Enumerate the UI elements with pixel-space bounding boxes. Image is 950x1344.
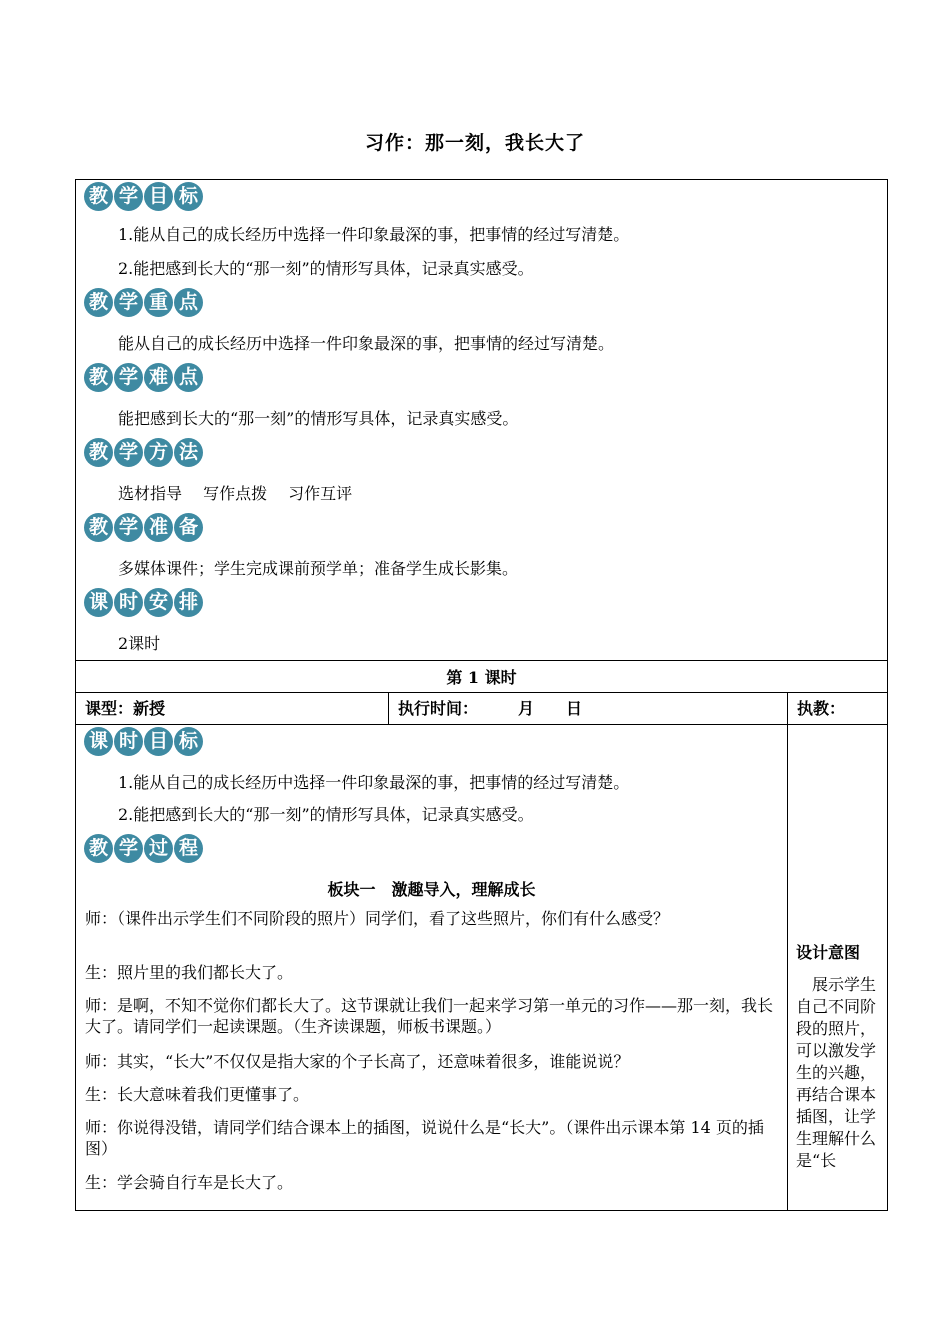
- badge-schedule: [84, 588, 203, 617]
- badge-char: 法: [174, 438, 203, 467]
- lesson-type: 课型：新授: [85, 699, 166, 718]
- lesson-teacher: 执教：: [797, 699, 846, 718]
- badge-char: 点: [174, 288, 203, 317]
- badge-char: 教: [84, 513, 113, 542]
- key-point-text: 能从自己的成长经历中选择一件印象最深的事，把事情的经过写清楚。: [118, 334, 615, 353]
- dialogue-line: 师：（课件出示学生们不同阶段的照片）同学们，看了这些照片，你们有什么感受？: [85, 909, 670, 928]
- badge-char: 课: [84, 588, 113, 617]
- page-title: 习作：那一刻，我长大了: [364, 132, 585, 154]
- badge-char: 教: [84, 363, 113, 392]
- badge-char: 过: [144, 834, 173, 863]
- difficulty-text: 能把感到长大的“那一刻”的情形写具体，记录真实感受。: [118, 409, 519, 428]
- badge-char: 排: [174, 588, 203, 617]
- badge-char: 难: [144, 363, 173, 392]
- row-divider: [76, 660, 887, 661]
- badge-char: 学: [114, 438, 143, 467]
- lesson-goal-1: 1.能从自己的成长经历中选择一件印象最深的事，把事情的经过写清楚。: [118, 773, 630, 792]
- dialogue-line: 师：是啊，不知不觉你们都长大了。这节课就让我们一起来学习第一单元的习作——那一刻，我长大了。请同学们一起读课题。（生齐读课题，师板书课题。）: [85, 996, 774, 1036]
- dialogue-line: 生：长大意味着我们更懂事了。: [85, 1085, 310, 1104]
- lesson-time: 执行时间： 月 日: [398, 699, 583, 718]
- badge-char: 教: [84, 834, 113, 863]
- dialogue-line: 生：照片里的我们都长大了。: [85, 963, 294, 982]
- badge-char: 学: [114, 182, 143, 211]
- design-intent-text: 展示学生自己不同阶段的照片，可以激发学生的兴趣，再结合课本插图，让学生理解什么是“长: [796, 975, 876, 1170]
- badge-lesson-goals: [84, 727, 203, 756]
- lesson-header: 第 1 课时: [446, 668, 517, 687]
- dialogue-line: 师：你说得没错，请同学们结合课本上的插图，说说什么是“长大”。（课件出示课本第 14 页的插图）: [85, 1118, 764, 1158]
- badge-char: 教: [84, 438, 113, 467]
- badge-char: 方: [144, 438, 173, 467]
- badge-char: 点: [174, 363, 203, 392]
- badge-methods: [84, 438, 203, 467]
- badge-char: 学: [114, 363, 143, 392]
- preparation-text: 多媒体课件；学生完成课前预学单；准备学生成长影集。: [118, 559, 519, 578]
- badge-char: 教: [84, 182, 113, 211]
- badge-char: 教: [84, 288, 113, 317]
- design-intent-heading: 设计意图: [796, 943, 861, 962]
- row-divider: [76, 692, 887, 693]
- badge-char: 学: [114, 513, 143, 542]
- badge-char: 学: [114, 288, 143, 317]
- lesson-plan-table: [75, 179, 888, 1211]
- dialogue-line: 师：其实，“长大”不仅仅是指大家的个子长高了，还意味着很多，谁能说说？: [85, 1052, 630, 1071]
- goal-2: 2.能把感到长大的“那一刻”的情形写具体，记录真实感受。: [118, 259, 534, 278]
- section-title: 板块一 激趣导入，理解成长: [327, 880, 536, 899]
- col-divider: [787, 692, 788, 1211]
- row-divider: [76, 724, 887, 725]
- methods-text: 选材指导 写作点拨 习作互评: [118, 484, 353, 503]
- col-divider: [388, 692, 389, 724]
- badge-preparation: [84, 513, 203, 542]
- badge-char: 安: [144, 588, 173, 617]
- badge-char: 目: [144, 182, 173, 211]
- badge-char: 标: [174, 182, 203, 211]
- schedule-text: 2课时: [118, 634, 161, 653]
- badge-char: 重: [144, 288, 173, 317]
- badge-char: 课: [84, 727, 113, 756]
- badge-char: 准: [144, 513, 173, 542]
- badge-char: 学: [114, 834, 143, 863]
- dialogue-line: 生：学会骑自行车是长大了。: [85, 1173, 294, 1192]
- badge-char: 目: [144, 727, 173, 756]
- badge-process: [84, 834, 203, 863]
- badge-char: 时: [114, 588, 143, 617]
- badge-teaching-goals: [84, 182, 203, 211]
- badge-key-points: [84, 288, 203, 317]
- badge-char: 时: [114, 727, 143, 756]
- lesson-goal-2: 2.能把感到长大的“那一刻”的情形写具体，记录真实感受。: [118, 805, 534, 824]
- badge-char: 标: [174, 727, 203, 756]
- badge-char: 程: [174, 834, 203, 863]
- badge-difficulties: [84, 363, 203, 392]
- goal-1: 1.能从自己的成长经历中选择一件印象最深的事，把事情的经过写清楚。: [118, 225, 630, 244]
- badge-char: 备: [174, 513, 203, 542]
